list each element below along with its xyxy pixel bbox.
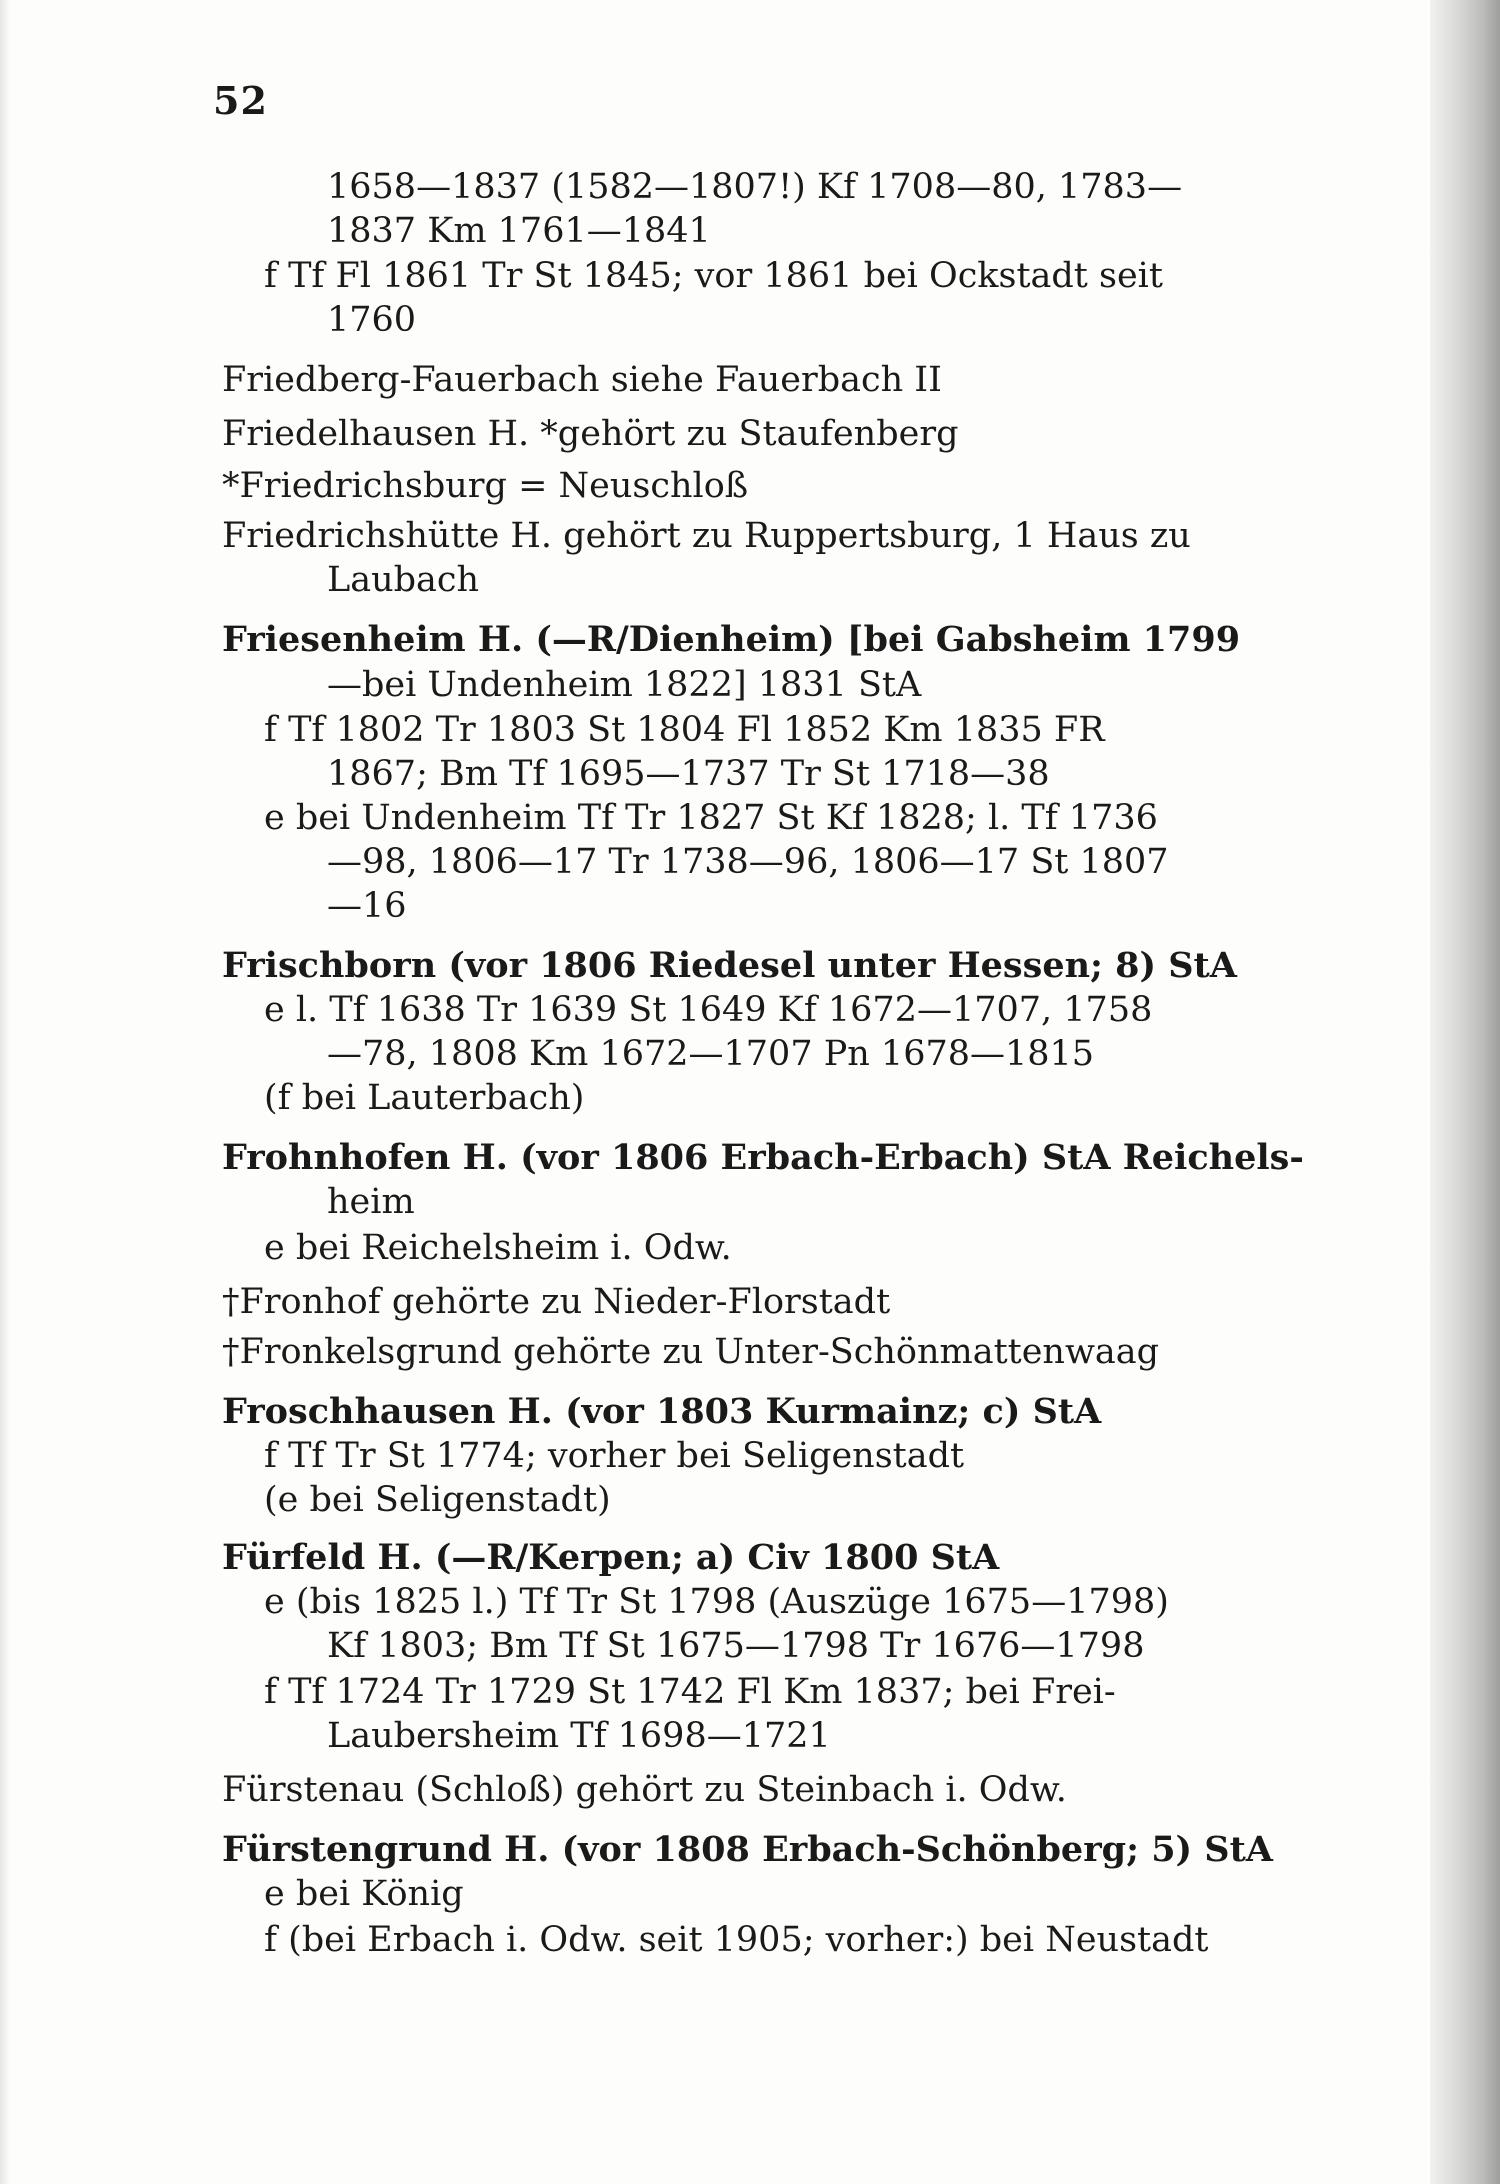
- text-line: e bei König: [264, 1874, 464, 1914]
- entry-heading-line: Fürstengrund H. (vor 1808 Erbach-Schönberg; 5) StA: [222, 1829, 1273, 1870]
- text-line: e bei Undenheim Tf Tr 1827 St Kf 1828; l. Tf 1736: [264, 798, 1158, 838]
- page-number: 52: [213, 78, 268, 123]
- entry-heading-line: Friedberg-Fauerbach siehe Fauerbach II: [222, 360, 942, 400]
- text-line: e (bis 1825 l.) Tf Tr St 1798 (Auszüge 1675—1798): [264, 1582, 1169, 1622]
- text-line: f Tf Fl 1861 Tr St 1845; vor 1861 bei Ockstadt seit: [264, 256, 1163, 296]
- text-line: Laubach: [327, 560, 480, 600]
- text-line: (e bei Seligenstadt): [264, 1480, 611, 1520]
- text-line: —78, 1808 Km 1672—1707 Pn 1678—1815: [327, 1034, 1095, 1074]
- entry-heading-line: Froschhausen H. (vor 1803 Kurmainz; c) StA: [222, 1391, 1102, 1432]
- entry-heading-line: Friedelhausen H. *gehört zu Staufenberg: [222, 414, 959, 454]
- text-line: f Tf Tr St 1774; vorher bei Seligenstadt: [264, 1436, 965, 1476]
- text-line: f Tf 1724 Tr 1729 St 1742 Fl Km 1837; bei Frei-: [264, 1672, 1116, 1712]
- text-line: heim: [327, 1182, 415, 1222]
- text-line: —98, 1806—17 Tr 1738—96, 1806—17 St 1807: [327, 842, 1169, 882]
- entry-heading-line: †Fronhof gehörte zu Nieder-Florstadt: [222, 1282, 891, 1322]
- entry-heading-line: Frohnhofen H. (vor 1806 Erbach-Erbach) StA Reichels-: [222, 1137, 1304, 1178]
- text-line: e bei Reichelsheim i. Odw.: [264, 1228, 732, 1268]
- entry-heading-line: Friedrichshütte H. gehört zu Ruppertsburg, 1 Haus zu: [222, 516, 1191, 556]
- text-line: Laubersheim Tf 1698—1721: [327, 1716, 831, 1756]
- entry-heading-line: †Fronkelsgrund gehörte zu Unter-Schönmattenwaag: [222, 1332, 1160, 1372]
- text-line: Kf 1803; Bm Tf St 1675—1798 Tr 1676—1798: [327, 1626, 1145, 1666]
- entry-heading-line: Frischborn (vor 1806 Riedesel unter Hessen; 8) StA: [222, 945, 1237, 986]
- text-line: —bei Undenheim 1822] 1831 StA: [327, 665, 922, 705]
- text-line: —16: [327, 886, 407, 926]
- text-line: f Tf 1802 Tr 1803 St 1804 Fl 1852 Km 1835 FR: [264, 710, 1105, 750]
- entry-heading-line: Friesenheim H. (—R/Dienheim) [bei Gabsheim 1799: [222, 619, 1241, 660]
- entry-heading-line: Fürstenau (Schloß) gehört zu Steinbach i. Odw.: [222, 1770, 1067, 1810]
- entry-heading-line: *Friedrichsburg = Neuschloß: [222, 466, 749, 506]
- text-line: 1658—1837 (1582—1807!) Kf 1708—80, 1783—: [327, 167, 1183, 207]
- text-line: 1837 Km 1761—1841: [327, 211, 711, 251]
- text-line: e l. Tf 1638 Tr 1639 St 1649 Kf 1672—1707, 1758: [264, 990, 1153, 1030]
- entry-heading-line: Fürfeld H. (—R/Kerpen; a) Civ 1800 StA: [222, 1537, 1000, 1578]
- text-line: (f bei Lauterbach): [264, 1078, 585, 1118]
- page-left-edge: [0, 0, 10, 2184]
- text-line: 1867; Bm Tf 1695—1737 Tr St 1718—38: [327, 754, 1050, 794]
- page-binding-shadow: [1430, 0, 1500, 2184]
- text-line: f (bei Erbach i. Odw. seit 1905; vorher:) bei Neustadt: [264, 1920, 1209, 1960]
- text-line: 1760: [327, 300, 417, 340]
